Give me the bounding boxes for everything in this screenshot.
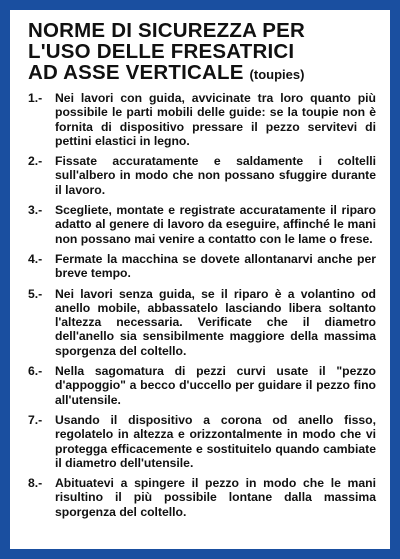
rule-text: Usando il dispositivo a corona od anello fisso, regolatelo in altezza e orizzontalmente in modo che vi protegga efficacemente e sostituitelo quando cambiate il diametro dell'utensile. [55,412,376,470]
rule-item [28,364,376,407]
rule-number: 2.- [28,154,43,169]
rule-item [28,203,376,246]
rules-list [28,91,376,519]
rule-item [28,476,376,519]
rule-text: Abituatevi a spingere il pezzo in modo che le mani risultino il più possibile lontane dalla massima sporgenza del coltello. [55,476,376,519]
rule-text: Scegliete, montate e registrate accuratamente il riparo adatto al genere di lavoro da eseguire, affinché le mani non possano mai venire a contatto con le lame o frese. [55,203,376,246]
rule-item [28,252,376,281]
rule-number: 5.- [28,286,43,301]
sign-title [28,20,376,85]
rule-number: 7.- [28,412,43,427]
rule-number: 3.- [28,203,43,218]
title-line-1: NORME DI SICUREZZA PER [28,19,305,42]
rule-item [28,287,376,358]
rule-text: Fermate la macchina se dovete allontanarvi anche per breve tempo. [55,251,376,281]
title-line-3 [28,62,376,85]
rule-number: 1.- [28,91,43,105]
sign-panel [10,10,390,549]
rule-number: 6.- [28,364,43,379]
rule-text: Nei lavori senza guida, se il riparo è a volantino od anello mobile, abbassatelo lasciando libera soltanto l'altezza necessaria. Verificate che il diametro dell'anello sia sensibilmente maggiore della massima sporgenza del coltello. [55,286,376,358]
rule-item [28,154,376,197]
title-subtitle: (toupies) [249,67,305,82]
rule-text: Nei lavori con guida, avvicinate tra loro quanto più possibile le parti mobili delle guide: se la toupie non è fornita di dispositivo pressare il pezzo servitevi di pettini elastici in legno. [55,91,376,148]
rule-item [28,91,376,148]
rule-item [28,413,376,470]
title-line-3-text: AD ASSE VERTICALE [28,61,244,84]
title-line-2: L'USO DELLE FRESATRICI [28,40,295,63]
rule-text: Fissate accuratamente e saldamente i coltelli sull'albero in modo che non possano sfuggire durante il lavoro. [55,154,376,197]
rule-text: Nella sagomatura di pezzi curvi usate il "pezzo d'appoggio" a becco d'uccello per guidare il pezzo fino all'utensile. [55,364,376,407]
rule-number: 8.- [28,476,43,491]
rule-number: 4.- [28,251,43,266]
